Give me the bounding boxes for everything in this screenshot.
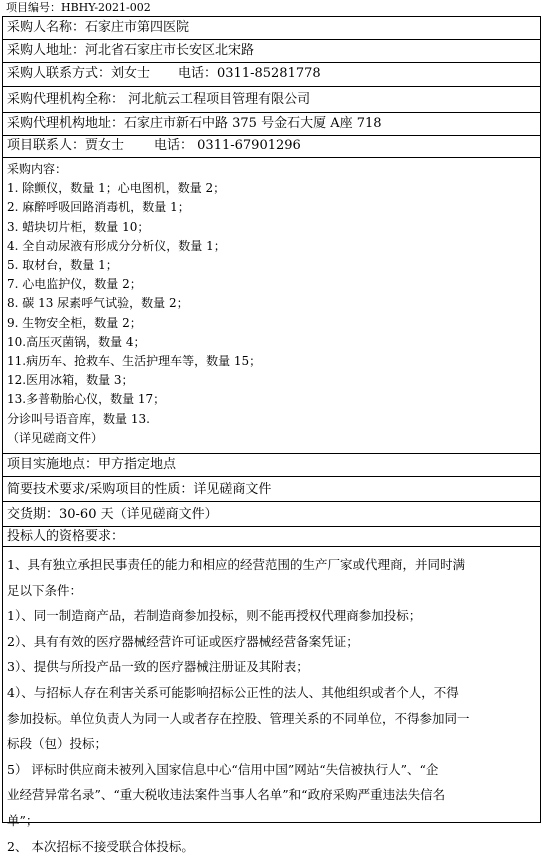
purchaser-contact: 采购人联系方式：刘女士 <box>7 66 151 81</box>
agency-name-row <box>3 87 540 113</box>
purchaser-address-row <box>3 40 540 63</box>
purchaser-contact-row <box>3 63 540 87</box>
qualification-line: 4）、与招标人存在利害关系可能影响招标公正性的法人、其他组织或者个人，不得 <box>7 684 459 700</box>
content-item: 11.病历车、抢救车、生活护理车等，数量 15； <box>7 354 262 369</box>
project-contact: 项目联系人：贾女士 <box>7 138 125 153</box>
content-item: 分诊叫号语音库，数量 13. <box>7 411 150 426</box>
qualification-line: 1）、同一制造商产品，若制造商参加投标，则不能再授权代理商参加投标； <box>7 608 422 624</box>
qualification-row <box>3 547 540 854</box>
qualification-line: 参加投标。单位负责人为同一人或者存在控股、管理关系的不同单位，不得参加同一 <box>7 710 470 726</box>
content-item: 13.多普勒胎心仪，数量 17； <box>7 392 166 407</box>
agency-name: 采购代理机构全称： 河北航云工程项目管理有限公司 <box>7 92 311 107</box>
qualification-line: 业经营异常名录”、“重大税收违法案件当事人名单”和“政府采购严重违法失信名 <box>7 787 446 803</box>
content-item: 9. 生物安全柜，数量 2； <box>7 315 142 330</box>
delivery-row <box>3 502 540 527</box>
project-location: 项目实施地点：甲方指定地点 <box>7 457 177 472</box>
content-title: 采购内容： <box>7 162 68 176</box>
location-row <box>3 454 540 477</box>
tech-req-row <box>3 477 540 502</box>
qualification-line: 2）、具有有效的医疗器械经营许可证或医疗器械经营备案凭证； <box>7 633 359 649</box>
qualification-line: 1、具有独立承担民事责任的能力和相应的经营范围的生产厂家或代理商，并同时满 <box>7 557 465 572</box>
qualification-line: 标段（包）投标； <box>7 736 108 752</box>
project-contact-row <box>3 136 540 158</box>
content-item: 1. 除颤仪，数量 1；心电图机，数量 2； <box>7 181 226 196</box>
purchaser-name: 采购人名称：石家庄市第四医院 <box>7 20 190 35</box>
purchaser-phone: 电话：0311-85281778 <box>178 66 321 81</box>
tech-requirements: 简要技术要求/采购项目的性质：详见磋商文件 <box>7 482 272 497</box>
content-item: 8. 碳 13 尿素呼气试验，数量 2； <box>7 296 189 311</box>
project-number: 项目编号：HBHY-2021-002 <box>6 1 151 14</box>
content-item: 12.医用冰箱，数量 3； <box>7 373 134 388</box>
qualification-title-row <box>3 527 540 547</box>
content-item: 10.高压灭菌锅，数量 4； <box>7 334 146 349</box>
qualification-line: 足以下条件： <box>7 582 83 598</box>
agency-address: 采购代理机构地址：石家庄市新石中路 375 号金石大厦 A座 718 <box>7 116 382 131</box>
qualification-line: 2、 本次招标不接受联合体投标。 <box>7 838 194 854</box>
procurement-table <box>2 16 541 854</box>
content-item: （详见磋商文件） <box>7 430 104 445</box>
purchaser-address: 采购人地址：河北省石家庄市长安区北宋路 <box>7 43 255 58</box>
qualification-line: 3）、提供与所投产品一致的医疗器械注册证及其附表； <box>7 659 309 675</box>
qualification-line: 单”； <box>7 812 39 828</box>
content-row <box>3 158 540 454</box>
delivery-period: 交货期：30-60 天（详见磋商文件） <box>7 507 218 522</box>
agency-address-row <box>3 113 540 136</box>
project-phone: 电话： 0311-67901296 <box>154 138 301 153</box>
qualification-title: 投标人的资格要求： <box>7 529 125 544</box>
content-item: 2. 麻醉呼吸回路消毒机，数量 1； <box>7 200 190 215</box>
content-item: 4. 全自动尿液有形成分分析仪，数量 1； <box>7 238 226 253</box>
qualification-line: 5） 评标时供应商未被列入国家信息中心“信用中国”网站“失信被执行人”、“企 <box>7 761 439 777</box>
content-item: 3. 蜡块切片柜，数量 10； <box>7 219 150 234</box>
content-item: 5. 取材台，数量 1； <box>7 258 118 273</box>
purchaser-name-row <box>3 17 540 40</box>
content-item: 7. 心电监护仪，数量 2； <box>7 277 142 292</box>
